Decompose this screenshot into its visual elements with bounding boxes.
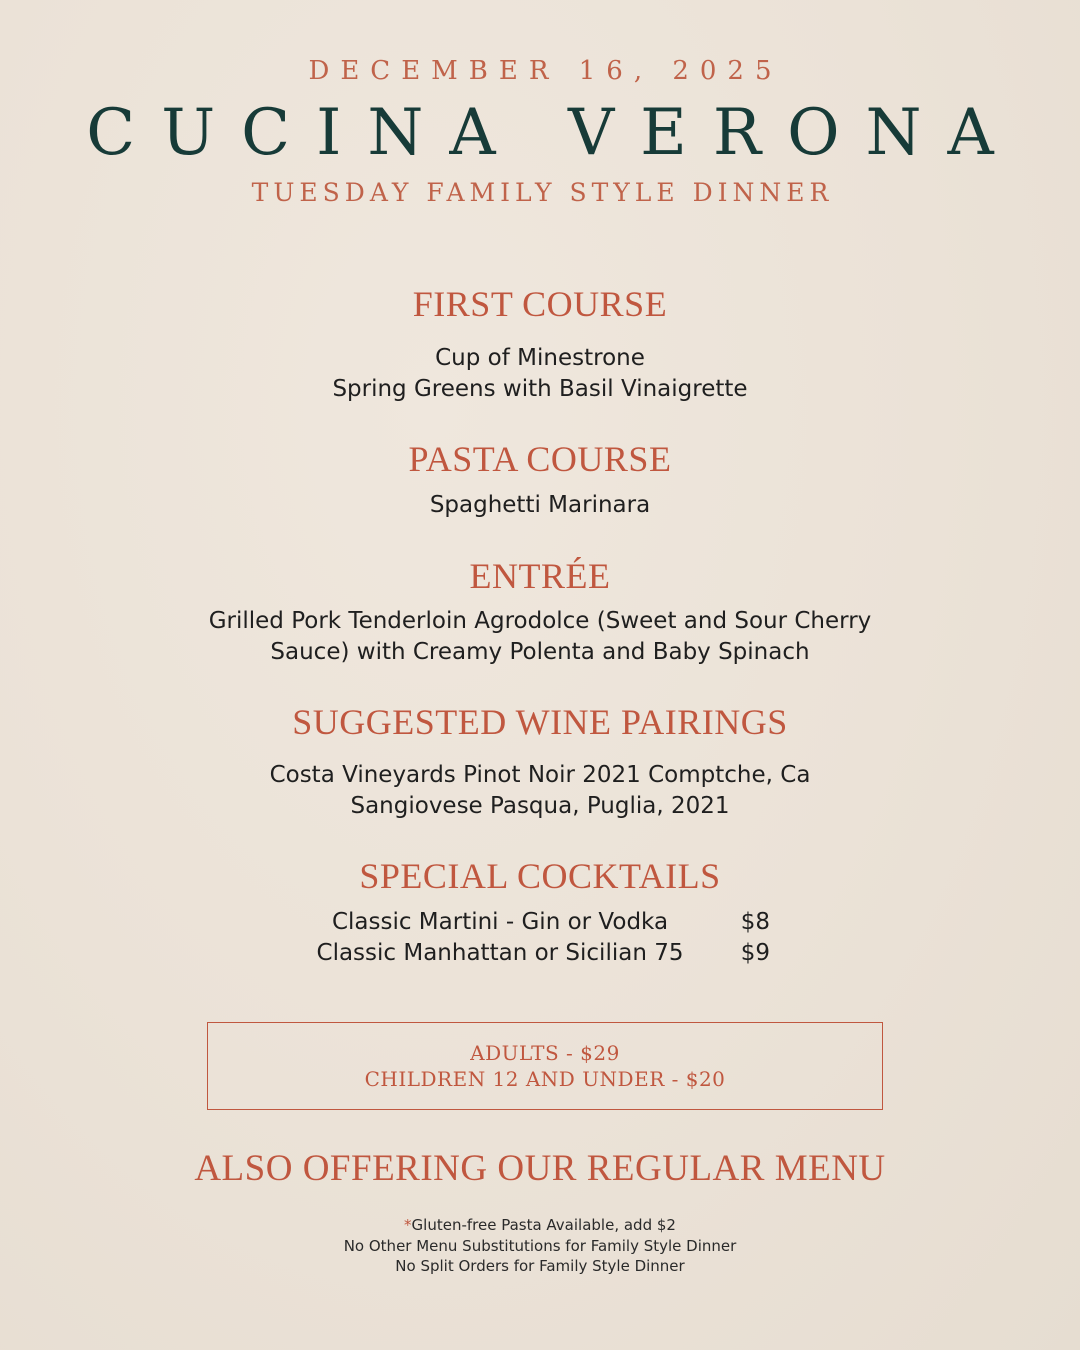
- entree-line-2: Sauce) with Creamy Polenta and Baby Spinach: [270, 639, 810, 665]
- cocktails-heading: SPECIAL COCKTAILS: [359, 856, 721, 896]
- pasta-course-item-1: Spaghetti Marinara: [429, 492, 651, 518]
- cocktail-price: $9: [740, 940, 770, 966]
- first-course-item-2: Spring Greens with Basil Vinaigrette: [332, 376, 748, 402]
- wine-item-1: Costa Vineyards Pinot Noir 2021 Comptche, Ca: [269, 762, 811, 788]
- first-course-item-1: Cup of Minestrone: [435, 345, 645, 371]
- gluten-free-text: Gluten-free Pasta Available, add $2: [411, 1216, 676, 1234]
- cocktail-name: Classic Manhattan or Sicilian 75: [316, 940, 684, 966]
- wine-item-2: Sangiovese Pasqua, Puglia, 2021: [350, 793, 730, 819]
- restaurant-name: CUCINA VERONA: [86, 96, 1020, 170]
- wine-pairings-heading: SUGGESTED WINE PAIRINGS: [292, 702, 788, 742]
- cocktail-row: [300, 907, 780, 938]
- entree-line-1: Grilled Pork Tenderloin Agrodolce (Sweet and Sour Cherry: [208, 608, 872, 634]
- menu-date: DECEMBER 16, 2025: [308, 56, 783, 86]
- menu-subtitle: TUESDAY FAMILY STYLE DINNER: [251, 178, 834, 207]
- regular-menu-note: ALSO OFFERING OUR REGULAR MENU: [194, 1148, 886, 1189]
- entree-heading: ENTRÉE: [469, 556, 611, 596]
- pricing-box: [207, 1022, 883, 1110]
- cocktail-name: Classic Martini - Gin or Vodka: [331, 909, 669, 935]
- no-split-orders-note: No Split Orders for Family Style Dinner: [395, 1257, 685, 1275]
- cocktail-price: $8: [740, 909, 770, 935]
- first-course-heading: FIRST COURSE: [412, 284, 668, 324]
- gluten-free-note: [0, 1215, 1080, 1235]
- cocktail-row: [300, 938, 780, 969]
- adult-price: ADULTS - $29: [470, 1041, 620, 1065]
- asterisk-mark: *: [404, 1216, 412, 1234]
- pasta-course-heading: PASTA COURSE: [408, 439, 672, 479]
- no-substitutions-note: No Other Menu Substitutions for Family Style Dinner: [343, 1237, 737, 1255]
- children-price: CHILDREN 12 AND UNDER - $20: [364, 1067, 726, 1091]
